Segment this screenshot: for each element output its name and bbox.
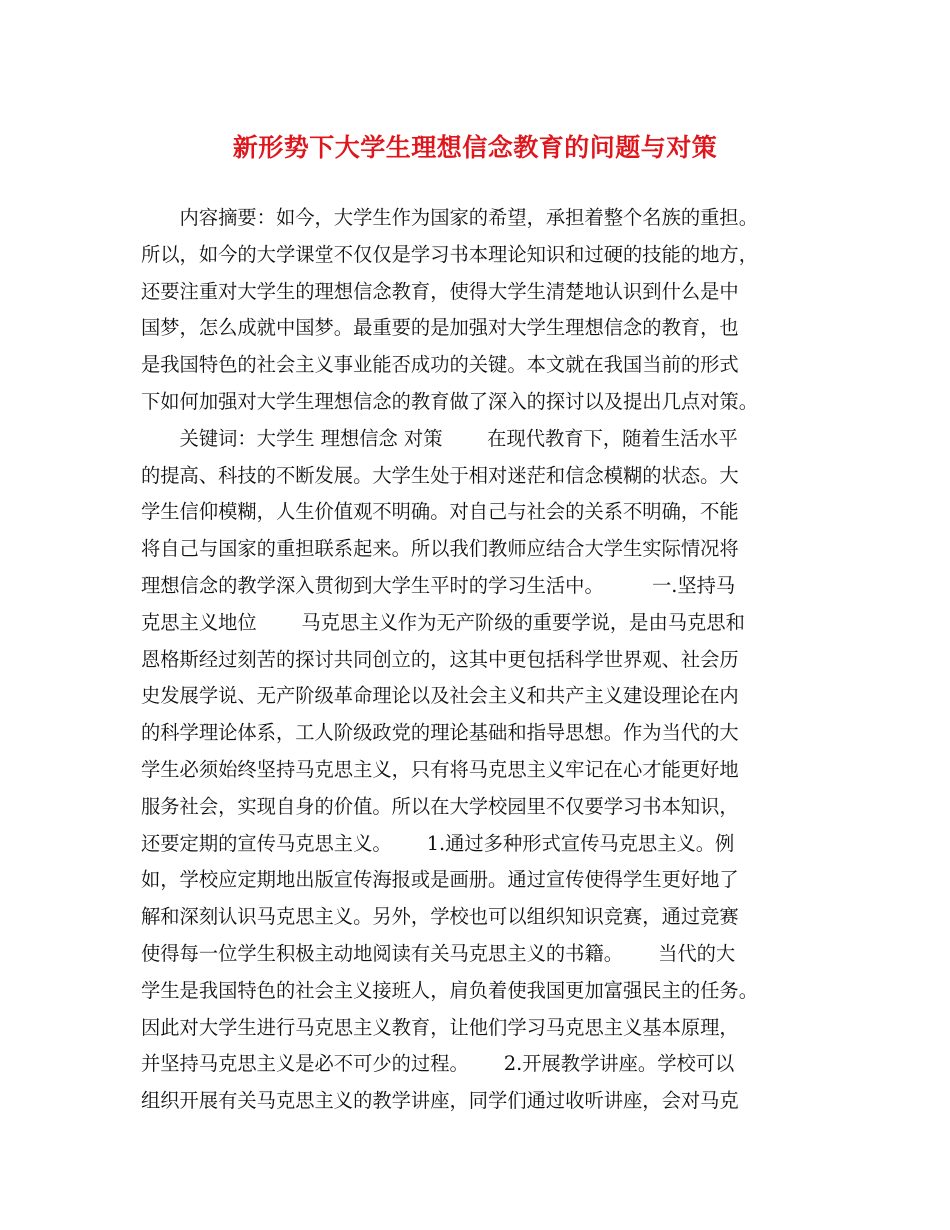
body-line: 解和深刻认识马克思主义。另外，学校也可以组织知识竞赛，通过竞赛 (141, 905, 739, 929)
body-line: 将自己与国家的重担联系起来。所以我们教师应结合大学生实际情况将 (141, 537, 739, 561)
body-line: 下如何加强对大学生理想信念的教育做了深入的探讨以及提出几点对策。 (141, 389, 758, 413)
body-line: 所以，如今的大学课堂不仅仅是学习书本理论知识和过硬的技能的地方， (141, 242, 758, 266)
document-title: 新形势下大学生理想信念教育的问题与对策 (232, 133, 718, 162)
body-line: 理想信念的教学深入贯彻到大学生平时的学习生活中。 一.坚持马 (141, 573, 736, 597)
body-line: 服务社会，实现自身的价值。所以在大学校园里不仅要学习书本知识， (141, 794, 739, 818)
body-line: 组织开展有关马克思主义的教学讲座，同学们通过收听讲座，会对马克 (141, 1089, 739, 1113)
body-line: 学生信仰模糊，人生价值观不明确。对自己与社会的关系不明确，不能 (141, 500, 739, 524)
body-line: 还要定期的宣传马克思主义。 1.通过多种形式宣传马克思主义。例 (141, 831, 735, 855)
body-line: 关键词：大学生 理想信念 对策 在现代教育下，随着生活水平 (141, 426, 738, 450)
body-line: 使得每一位学生积极主动地阅读有关马克思主义的书籍。 当代的大 (141, 941, 736, 965)
body-line: 如，学校应定期地出版宣传海报或是画册。通过宣传使得学生更好地了 (141, 868, 739, 892)
body-line: 恩格斯经过刻苦的探讨共同创立的，这其中更包括科学世界观、社会历 (141, 647, 739, 671)
body-line: 还要注重对大学生的理想信念教育，使得大学生清楚地认识到什么是中 (141, 279, 739, 303)
body-line: 史发展学说、无产阶级革命理论以及社会主义和共产主义建设理论在内 (141, 684, 739, 708)
body-line: 内容摘要：如今，大学生作为国家的希望，承担着整个名族的重担。 (141, 206, 758, 229)
body-line: 克思主义地位 马克思主义作为无产阶级的重要学说，是由马克思和 (141, 610, 745, 634)
body-line: 因此对大学生进行马克思主义教育，让他们学习马克思主义基本原理， (141, 1015, 739, 1039)
document-body (141, 200, 841, 1120)
body-line: 是我国特色的社会主义事业能否成功的关键。本文就在我国当前的形式 (141, 353, 739, 377)
body-line: 学生是我国特色的社会主义接班人，肩负着使我国更加富强民主的任务。 (141, 978, 758, 1002)
body-line: 的提高、科技的不断发展。大学生处于相对迷茫和信念模糊的状态。大 (141, 463, 739, 487)
body-line: 的科学理论体系，工人阶级政党的理论基础和指导思想。作为当代的大 (141, 721, 739, 745)
body-line: 学生必须始终坚持马克思主义，只有将马克思主义牢记在心才能更好地 (141, 757, 739, 781)
body-line: 并坚持马克思主义是必不可少的过程。 2.开展教学讲座。学校可以 (141, 1052, 735, 1076)
body-line: 国梦，怎么成就中国梦。最重要的是加强对大学生理想信念的教育，也 (141, 316, 739, 340)
